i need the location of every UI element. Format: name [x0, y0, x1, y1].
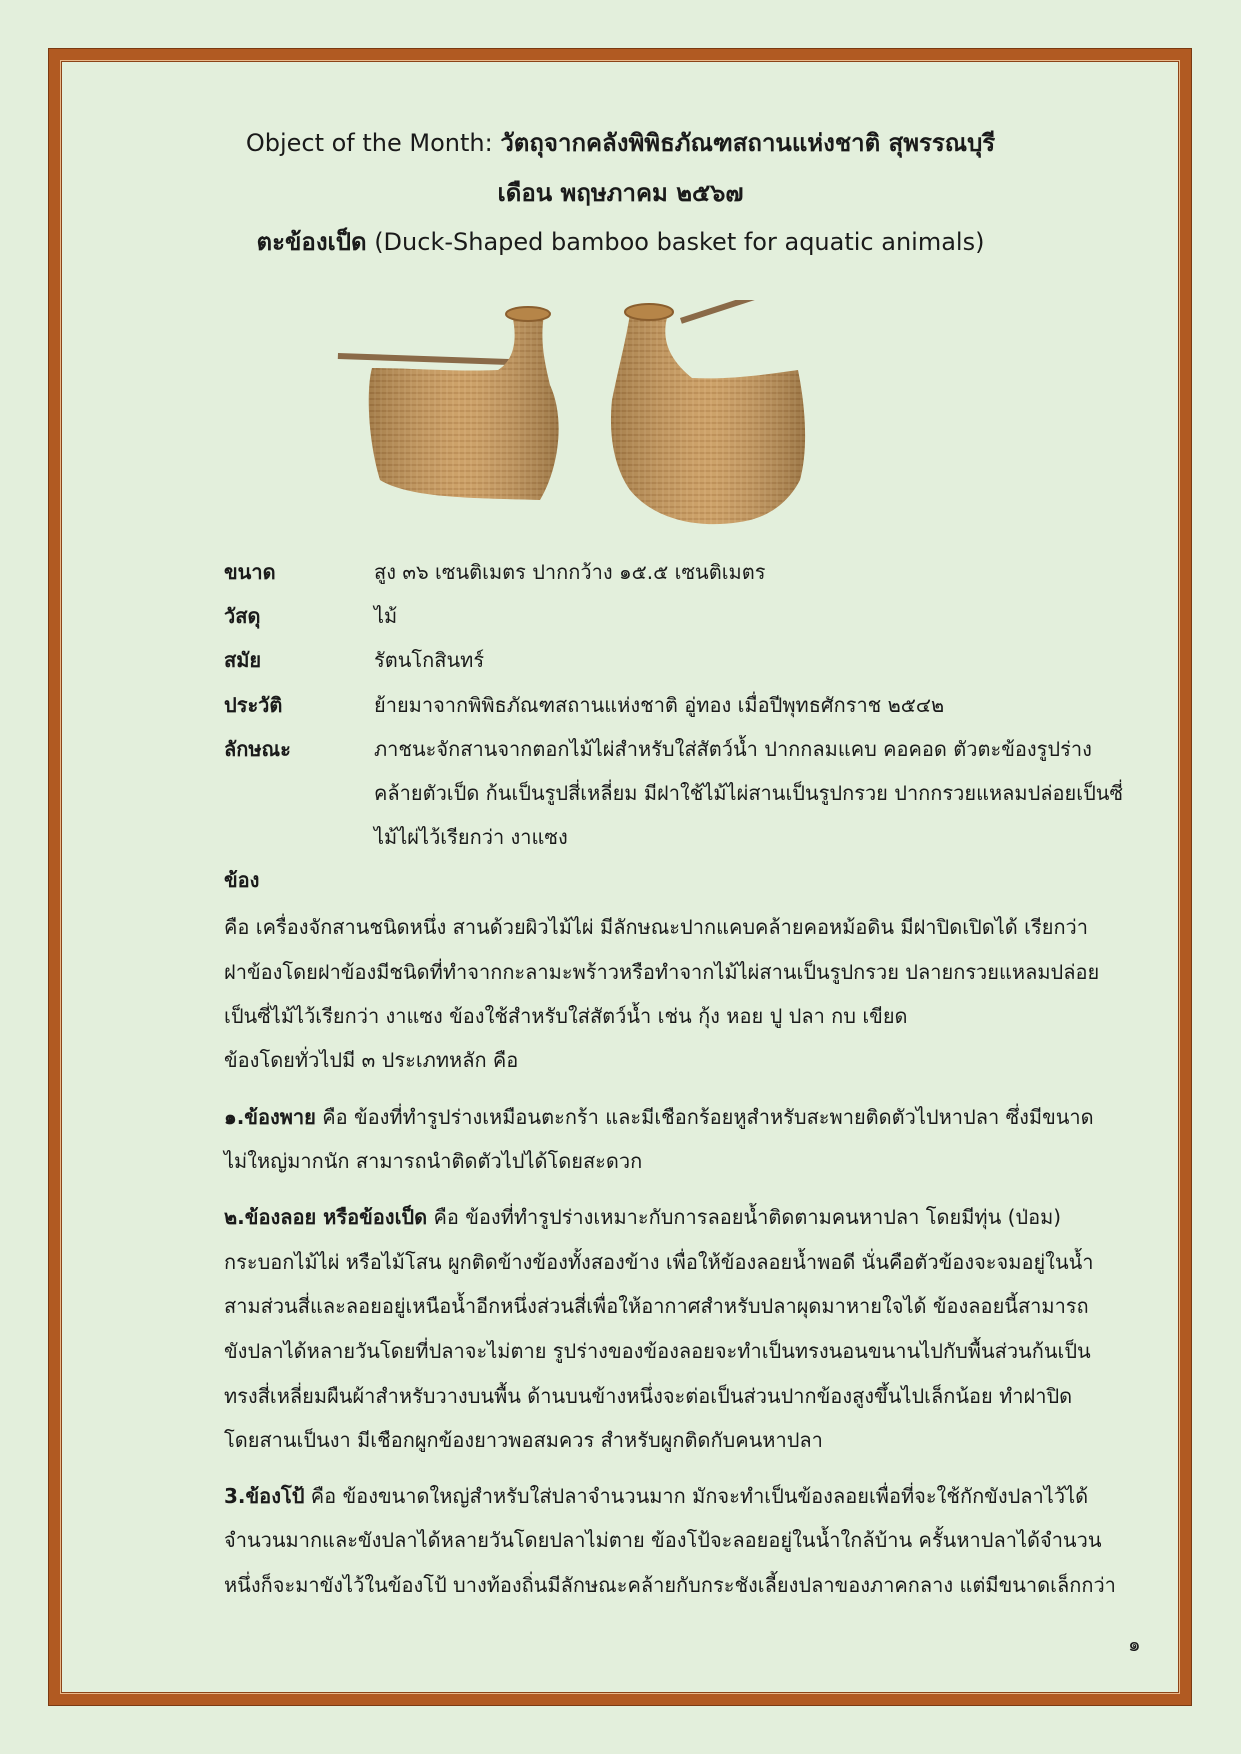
type-3-title: 3.ข้องโป้ — [224, 1484, 305, 1508]
left-basket — [338, 307, 559, 500]
section-heading: ข้อง — [224, 868, 260, 892]
type-1-title: ๑.ข้องพาย — [224, 1105, 316, 1129]
meta-label: สมัย — [224, 648, 262, 672]
type-3-first-line: 3.ข้องโป้ คือ ข้องขนาดใหญ่สำหรับใส่ปลาจำนวนมาก มักจะทำเป็นข้องลอยเพื่อที่จะใช้กักขังปลาไว้ได้ — [224, 1484, 1089, 1508]
type-3-line: จำนวนมากและขังปลาได้หลายวันโดยปลาไม่ตาย ข้องโป้จะลอยอยู่ในน้ำใกล้บ้าน ครั้นหาปลาได้จำนวน — [224, 1528, 1102, 1552]
type-2-line: ทรงสี่เหลี่ยมผืนผ้าสำหรับวางบนพื้น ด้านบนข้างหนึ่งจะต่อเป็นส่วนปากข้องสูงขึ้นไปเล็กน้อย ทำฝาปิด — [224, 1384, 1073, 1408]
intro-line: คือ เครื่องจักสานชนิดหนึ่ง สานด้วยผิวไม้ไผ่ มีลักษณะปากแคบคล้ายคอหม้อดิน มีฝาปิดเปิดได้ เรียกว่า — [224, 915, 1089, 939]
page-title: Object of the Month: วัตถุจากคลังพิพิธภัณฑสถานแห่งชาติ สุพรรณบุรี — [245, 129, 996, 157]
type-1-line: ไม่ใหญ่มากนัก สามารถนำติดตัวไปได้โดยสะดวก — [224, 1149, 643, 1173]
page-subtitle-date: เดือน พฤษภาคม ๒๕๖๗ — [497, 179, 744, 207]
type-2-title: ๒.ข้องลอย หรือข้องเป็ด — [224, 1205, 428, 1229]
right-basket — [611, 300, 806, 524]
type-2-first-line: ๒.ข้องลอย หรือข้องเป็ด คือ ข้องที่ทำรูปร่างเหมาะกับการลอยน้ำติดตามคนหาปลา โดยมีทุ่น (ป่อม) — [224, 1205, 1062, 1229]
meta-value-line: ไม้ไผ่ไว้เรียกว่า งาแซง — [374, 825, 568, 849]
meta-label: วัสดุ — [224, 604, 261, 628]
meta-row-characteristics — [224, 734, 1124, 864]
intro-line: ข้องโดยทั่วไปมี ๓ ประเภทหลัก คือ — [224, 1048, 519, 1072]
meta-value-line: ภาชนะจักสานจากตอกไม้ไผ่สำหรับใส่สัตว์น้ำ ปากกลมแคบ คอคอด ตัวตะข้องรูปร่าง — [374, 737, 1092, 761]
meta-value-line: คล้ายตัวเป็ด ก้นเป็นรูปสี่เหลี่ยม มีฝาใช้ไม้ไผ่สานเป็นรูปกรวย ปากกรวยแหลมปล่อยเป็นซี่ — [374, 781, 1124, 805]
type-1-first-line: ๑.ข้องพาย คือ ข้องที่ทำรูปร่างเหมือนตะกร้า และมีเชือกร้อยหูสำหรับสะพายติดตัวไปหาปลา ซึ่งมีขนาด — [224, 1105, 1094, 1129]
type-2-line: ขังปลาได้หลายวันโดยที่ปลาจะไม่ตาย รูปร่างของข้องลอยจะทำเป็นทรงนอนขนานไปกับพื้นส่วนก้นเป็น — [224, 1339, 1091, 1363]
meta-value: สูง ๓๖ เซนติเมตร ปากกว้าง ๑๕.๕ เซนติเมตร — [374, 560, 766, 584]
meta-label: ลักษณะ — [224, 737, 291, 761]
meta-value: ไม้ — [374, 604, 398, 628]
object-title: ตะข้องเป็ด (Duck-Shaped bamboo basket for aquatic animals) — [256, 228, 985, 256]
type-2-line: โดยสานเป็นงา มีเชือกผูกข้องยาวพอสมควร สำหรับผูกติดกับคนหาปลา — [224, 1428, 823, 1452]
meta-value: ย้ายมาจากพิพิธภัณฑสถานแห่งชาติ อู่ทอง เมื่อปีพุทธศักราช ๒๕๔๒ — [374, 693, 945, 717]
intro-line: เป็นซี่ไม้ไว้เรียกว่า งาแซง ข้องใช้สำหรับใส่สัตว์น้ำ เช่น กุ้ง หอย ปู ปลา กบ เขียด — [224, 1004, 908, 1028]
intro-line: ฝาข้องโดยฝาข้องมีชนิดที่ทำจากกะลามะพร้าวหรือทำจากไม้ไผ่สานเป็นรูปกรวย ปลายกรวยแหลมปล่อย — [224, 960, 1100, 984]
meta-label: ขนาด — [224, 560, 276, 584]
meta-value: รัตนโกสินทร์ — [374, 648, 485, 672]
type-2-line: สามส่วนสี่และลอยอยู่เหนือน้ำอีกหนึ่งส่วนสี่เพื่อให้อากาศสำหรับปลาผุดมาหายใจได้ ข้องลอยนี้สามารถ — [224, 1294, 1089, 1318]
meta-label: ประวัติ — [224, 693, 283, 717]
type-2-line: กระบอกไม้ไผ่ หรือไม้โสน ผูกติดข้างข้องทั้งสองข้าง เพื่อให้ข้องลอยน้ำพอดี นั่นคือตัวข้องจะจมอยู่ในน้ำ — [224, 1250, 1094, 1274]
type-3-line: หนึ่งก็จะมาขังไว้ในข้องโป้ บางท้องถิ่นมีลักษณะคล้ายกับกระชังเลี้ยงปลาของภาคกลาง แต่มีขนาดเล็กกว่า — [224, 1573, 1116, 1597]
page-number: ๑ — [1128, 1632, 1141, 1656]
duck-basket-photo — [330, 300, 870, 540]
